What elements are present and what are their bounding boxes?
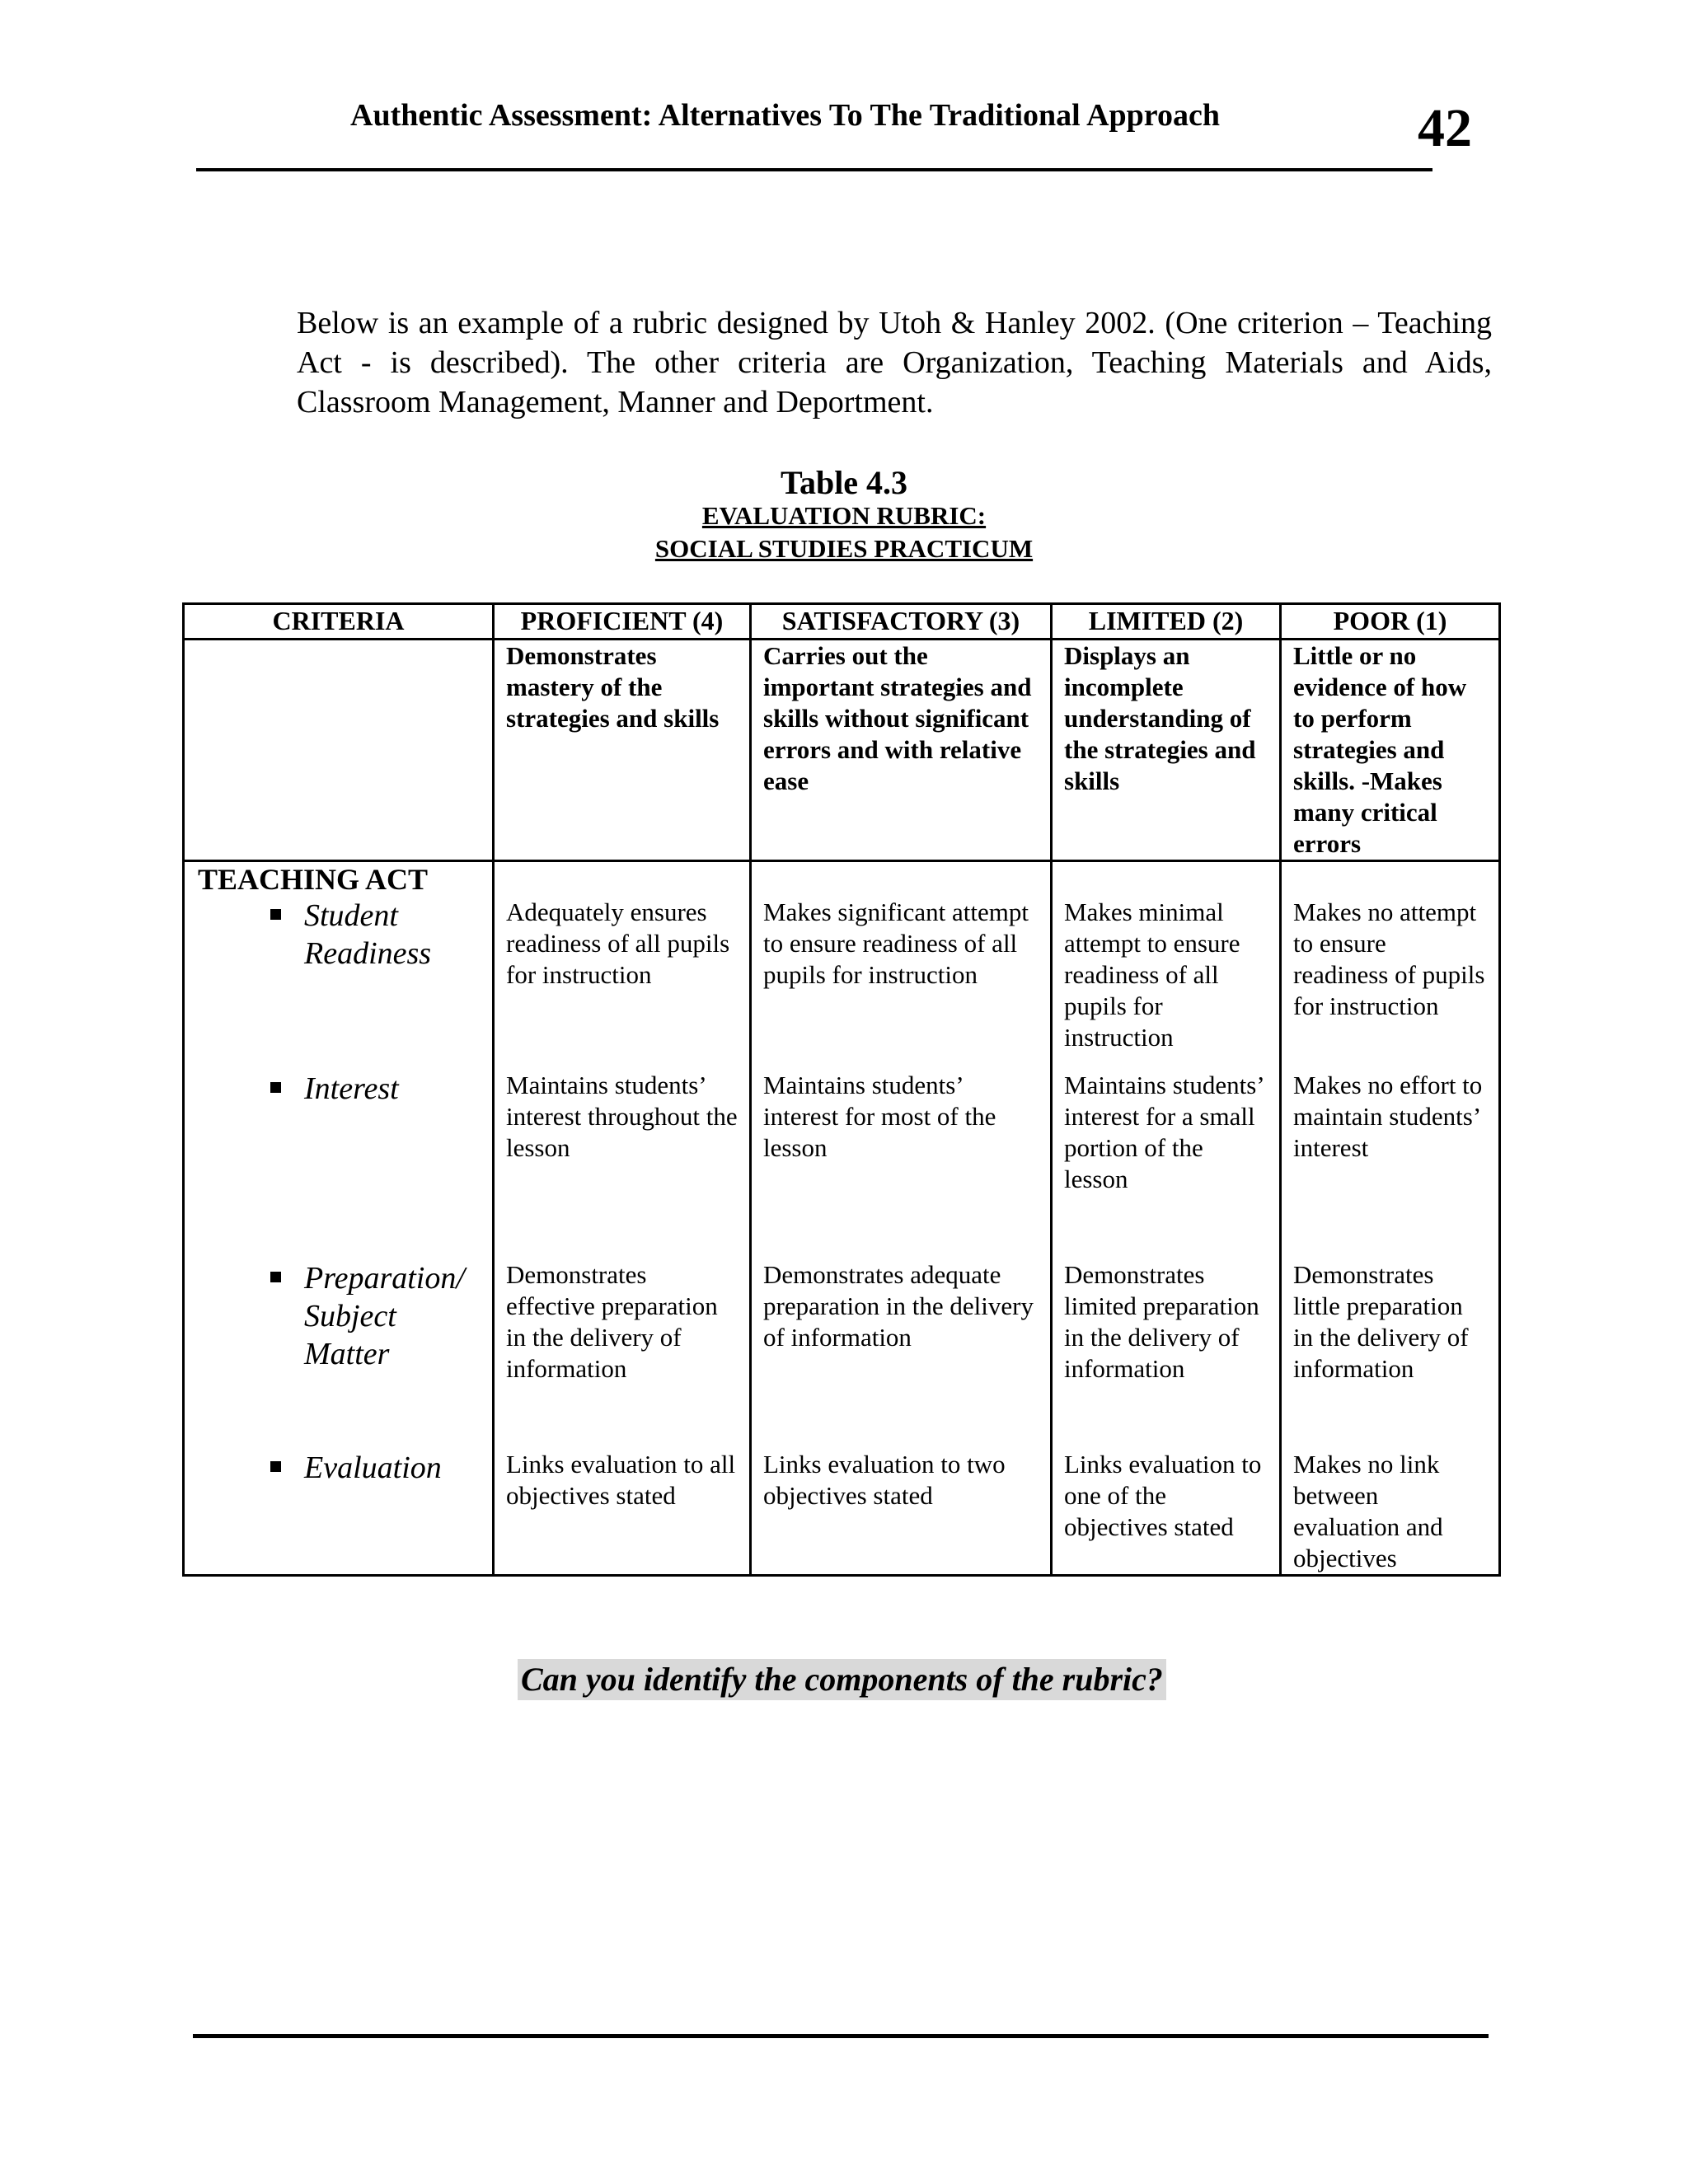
criterion-label: Student Readiness — [304, 898, 432, 971]
level-description-row — [184, 640, 1500, 861]
criterion-preparation — [201, 1259, 481, 1373]
cell-text: Demonstrates effective preparation in the delivery of information — [506, 1260, 718, 1383]
criteria-cell — [184, 861, 494, 1576]
cell-text: Makes no effort to maintain students’ interest — [1293, 1071, 1483, 1162]
bullet-icon — [270, 1272, 281, 1282]
criterion-item — [201, 1259, 481, 1449]
cell-text: Adequately ensures readiness of all pupils for instruction — [506, 898, 730, 989]
table-subtitle-1: EVALUATION RUBRIC: — [701, 501, 987, 530]
cell-text: Makes significant attempt to ensure readiness of all pupils for instruction — [763, 898, 1029, 989]
cell-text: Maintains students’ interest throughout the lesson — [506, 1071, 738, 1162]
criterion-label: Preparation/ Subject Matter — [304, 1261, 465, 1371]
table-subtitle-2: SOCIAL STUDIES PRACTICUM — [654, 534, 1034, 563]
cell-text: Maintains students’ interest for a small portion of the lesson — [1064, 1071, 1264, 1193]
footer-rule — [193, 2034, 1489, 2038]
teaching-act-row — [184, 861, 1500, 1576]
proficient-cell — [494, 861, 751, 1576]
level-description-criteria — [184, 640, 494, 861]
table-caption: Table 4.3 — [780, 464, 908, 501]
cell-text: Makes no attempt to ensure readiness of pupils for instruction — [1293, 898, 1485, 1020]
page-number: 42 — [1418, 98, 1472, 158]
col-header-limited: LIMITED (2) — [1052, 604, 1281, 640]
level-description-satisfactory: Carries out the important strategies and skills without significant errors and with relative ease — [751, 640, 1052, 861]
col-header-criteria: CRITERIA — [184, 604, 494, 640]
rubric-table — [182, 602, 1501, 1577]
level-description-poor: Little or no evidence of how to perform strategies and skills. -Makes many critical errors — [1281, 640, 1500, 861]
criterion-label: Evaluation — [304, 1451, 442, 1485]
level-description-limited: Displays an incomplete understanding of the strategies and skills — [1052, 640, 1281, 861]
review-question: Can you identify the components of the rubric? — [518, 1659, 1166, 1700]
bullet-icon — [270, 1461, 281, 1472]
cell-text: Makes no link between evaluation and objectives — [1293, 1450, 1443, 1572]
col-header-proficient: PROFICIENT (4) — [494, 604, 751, 640]
criterion-student-readiness — [201, 897, 481, 972]
poor-cell — [1281, 861, 1500, 1576]
cell-text: Demonstrates limited preparation in the delivery of information — [1064, 1260, 1259, 1383]
criterion-item — [201, 897, 481, 1070]
header-rule — [196, 168, 1432, 171]
cell-text: Demonstrates little preparation in the delivery of information — [1293, 1260, 1469, 1383]
cell-text: Links evaluation to two objectives stated — [763, 1450, 1006, 1510]
criterion-interest — [201, 1070, 481, 1108]
cell-text: Maintains students’ interest for most of the lesson — [763, 1071, 996, 1162]
cell-text: Links evaluation to one of the objectives stated — [1064, 1450, 1262, 1541]
cell-text: Links evaluation to all objectives stated — [506, 1450, 736, 1510]
criterion-evaluation — [201, 1449, 481, 1487]
bullet-icon — [270, 909, 281, 920]
col-header-satisfactory: SATISFACTORY (3) — [751, 604, 1052, 640]
running-header: Authentic Assessment: Alternatives To The Traditional Approach — [350, 98, 1220, 133]
intro-paragraph: Below is an example of a rubric designed by Utoh & Hanley 2002. (One criterion – Teaching Act - is described). The other criteria are Organization, Teaching Materials and Aids, Classroom Management, Manner and Deportment. — [297, 306, 1492, 419]
table-header-row — [184, 604, 1500, 640]
level-description-proficient: Demonstrates mastery of the strategies and skills — [494, 640, 751, 861]
criterion-group-heading: TEACHING ACT — [198, 863, 429, 896]
criterion-item — [201, 1070, 481, 1259]
criterion-label: Interest — [304, 1071, 399, 1106]
cell-text: Makes minimal attempt to ensure readiness of all pupils for instruction — [1064, 898, 1240, 1052]
bullet-icon — [270, 1082, 281, 1093]
satisfactory-cell — [751, 861, 1052, 1576]
limited-cell — [1052, 861, 1281, 1576]
cell-text: Demonstrates adequate preparation in the delivery of information — [763, 1260, 1034, 1352]
col-header-poor: POOR (1) — [1281, 604, 1500, 640]
